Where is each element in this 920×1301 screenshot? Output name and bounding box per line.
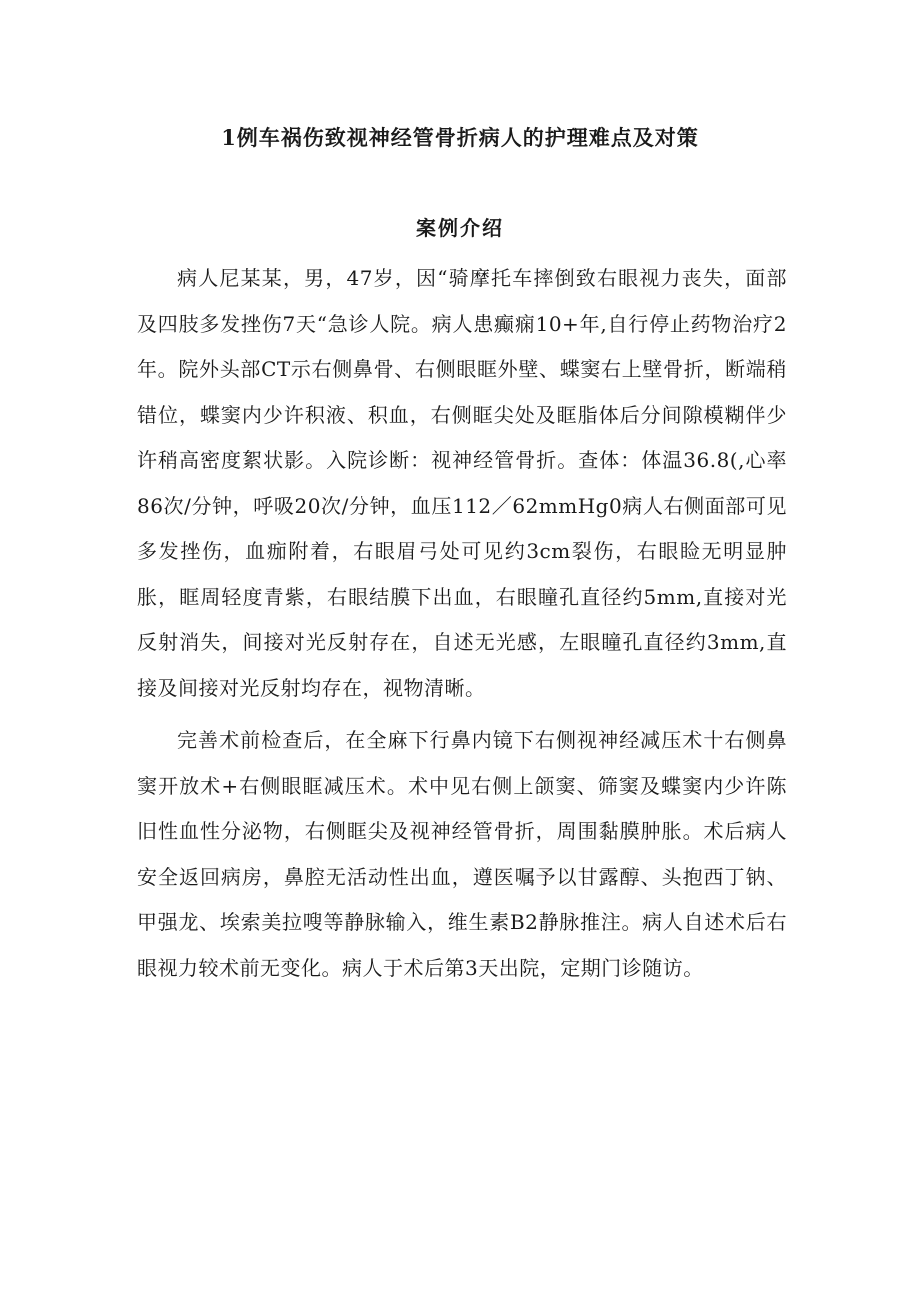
section-heading: 案例介绍 [416,216,504,240]
document-title: 1例车祸伤致视神经管骨折病人的护理难点及对策 [221,125,699,150]
body-text [137,256,787,991]
case-paragraph-2: 完善术前检查后，在全麻下行鼻内镜下右侧视神经减压术十右侧鼻窦开放术+右侧眼眶减压术。术中见右侧上颌窦、筛窦及蝶窦内少许陈旧性血性分泌物，右侧眶尖及视神经管骨折，周围黏膜肿胀。术后病人安全返回病房，鼻腔无活动性出血，遵医嘱予以甘露醇、头抱西丁钠、甲强龙、埃索美拉嗖等静脉输入，维生素B2静脉推注。病人自述术后右眼视力较术前无变化。病人于术后第3天出院，定期门诊随访。 [137,728,787,980]
case-paragraph-1: 病人尼某某，男，47岁，因“骑摩托车摔倒致右眼视力丧失，面部及四肢多发挫伤7天“急诊人院。病人患癫痫10+年,自行停止药物治疗2年。院外头部CT示右侧鼻骨、右侧眼眶外壁、蝶窦右上壁骨折，断端稍错位，蝶窦内少许积液、积血，右侧眶尖处及眶脂体后分间隙模糊伴少许稍高密度絮状影。入院诊断：视神经管骨折。查体：体温36.8(,心率86次/分钟，呼吸20次/分钟，血压112／62mmHg0病人右侧面部可见多发挫伤，血痂附着，右眼眉弓处可见约3cm裂伤，右眼睑无明显肿胀，眶周轻度青紫，右眼结膜下出血，右眼瞳孔直径约5mm,直接对光反射消失，间接对光反射存在，自述无光感，左眼瞳孔直径约3mm,直接及间接对光反射均存在，视物清晰。 [137,266,787,700]
